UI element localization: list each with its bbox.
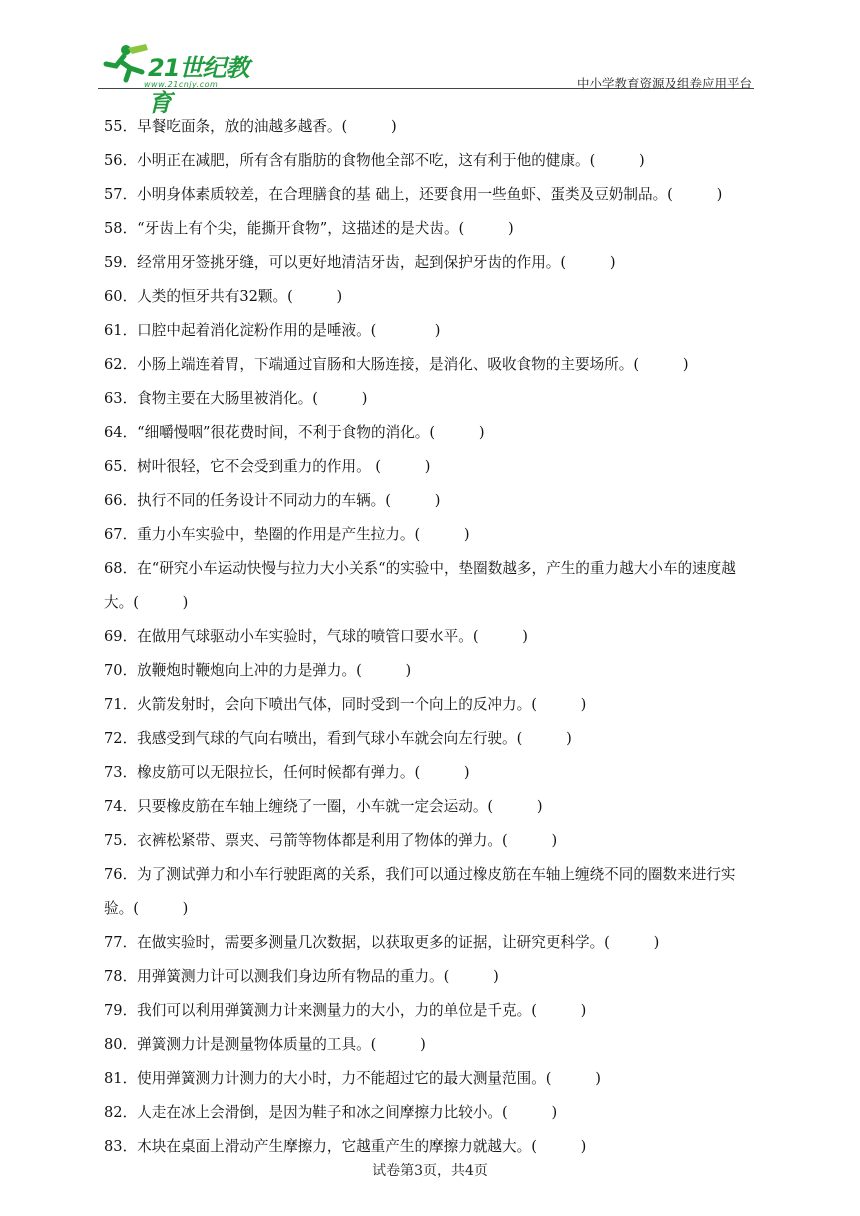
- question-73: 73．橡皮筋可以无限拉长，任何时候都有弹力。( ): [104, 764, 470, 781]
- question-77: 77．在做实验时，需要多测量几次数据，以获取更多的证据，让研究更科学。( ): [104, 934, 660, 951]
- question-82: 82．人走在冰上会滑倒，是因为鞋子和冰之间摩擦力比较小。( ): [104, 1104, 558, 1121]
- question-55: 55．早餐吃面条，放的油越多越香。( ): [104, 118, 397, 135]
- question-56: 56．小明正在减肥，所有含有脂肪的食物他全部不吃，这有利于他的健康。( ): [104, 152, 645, 169]
- question-80: 80．弹簧测力计是测量物体质量的工具。( ): [104, 1036, 426, 1053]
- question-78: 78．用弹簧测力计可以测我们身边所有物品的重力。( ): [104, 968, 499, 985]
- logo: [98, 42, 268, 117]
- question-79: 79．我们可以利用弹簧测力计来测量力的大小，力的单位是千克。( ): [104, 1002, 587, 1019]
- question-70: 70．放鞭炮时鞭炮向上冲的力是弹力。( ): [104, 662, 412, 679]
- question-59: 59．经常用牙签挑牙缝，可以更好地清洁牙齿，起到保护牙齿的作用。( ): [104, 254, 616, 271]
- question-65: 65．树叶很轻，它不会受到重力的作用。 ( ): [104, 458, 431, 475]
- question-58: 58．“牙齿上有个尖，能撕开食物”，这描述的是犬齿。( ): [104, 220, 514, 237]
- question-60: 60．人类的恒牙共有32颗。( ): [104, 288, 343, 305]
- question-83: 83．木块在桌面上滑动产生摩擦力，它越重产生的摩擦力就越大。( ): [104, 1138, 587, 1155]
- logo-url: www.21cnjy.com: [144, 80, 219, 89]
- question-63: 63．食物主要在大肠里被消化。( ): [104, 390, 368, 407]
- question-76: 76．为了测试弹力和小车行驶距离的关系，我们可以通过橡皮筋在车轴上缠绕不同的圈数来进行实验。( ): [104, 866, 736, 917]
- question-75: 75．衣裤松紧带、票夹、弓箭等物体都是利用了物体的弹力。( ): [104, 832, 558, 849]
- question-71: 71．火箭发射时，会向下喷出气体，同时受到一个向上的反冲力。( ): [104, 696, 587, 713]
- question-57: 57．小明身体素质较差，在合理膳食的基 础上，还要食用一些鱼虾、蛋类及豆奶制品。( ): [104, 186, 723, 203]
- question-67: 67．重力小车实验中，垫圈的作用是产生拉力。( ): [104, 526, 470, 543]
- question-68: 68．在“研究小车运动快慢与拉力大小关系“的实验中，垫圈数越多，产生的重力越大小车的速度越大。( ): [104, 560, 736, 611]
- question-61: 61．口腔中起着消化淀粉作用的是唾液。( ): [104, 322, 441, 339]
- platform-name: 中小学教育资源及组卷应用平台: [576, 76, 752, 91]
- page-header: [98, 40, 754, 117]
- question-81: 81．使用弹簧测力计测力的大小时，力不能超过它的最大测量范围。( ): [104, 1070, 601, 1087]
- header-divider: [98, 88, 754, 89]
- question-66: 66．执行不同的任务设计不同动力的车辆。( ): [104, 492, 441, 509]
- question-62: 62．小肠上端连着胃，下端通过盲肠和大肠连接，是消化、吸收食物的主要场所。( ): [104, 356, 689, 373]
- logo-text: 21世纪教育: [148, 54, 249, 117]
- question-74: 74．只要橡皮筋在车轴上缠绕了一圈，小车就一定会运动。( ): [104, 798, 543, 815]
- question-64: 64．“细嚼慢咽”很花费时间，不利于食物的消化。( ): [104, 424, 485, 441]
- question-72: 72．我感受到气球的气向右喷出，看到气球小车就会向左行驶。( ): [104, 730, 572, 747]
- question-69: 69．在做用气球驱动小车实验时，气球的喷管口要水平。( ): [104, 628, 528, 645]
- page-footer: 试卷第3页，共4页: [372, 1163, 488, 1179]
